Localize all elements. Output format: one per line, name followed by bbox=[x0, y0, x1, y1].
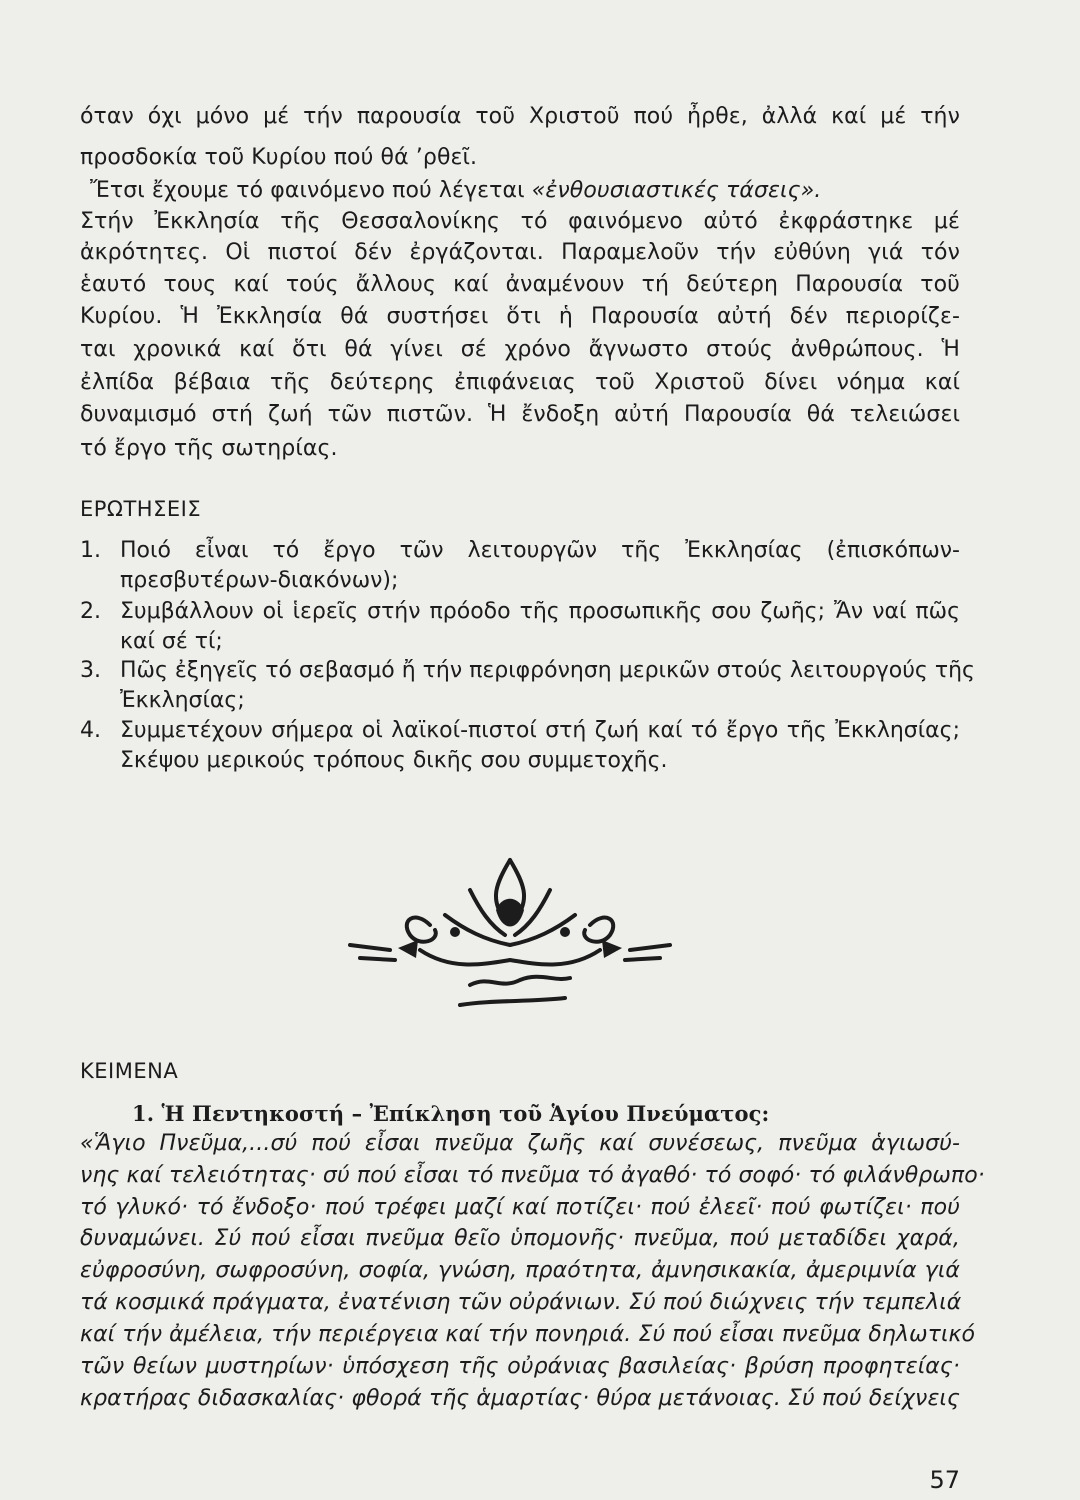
question-line: πρεσβυτέρων-διακόνων); bbox=[120, 568, 399, 593]
question-line: Ἐκκλησίας; bbox=[120, 688, 245, 713]
question-number: 3. bbox=[80, 658, 101, 683]
question-number: 2. bbox=[80, 599, 101, 624]
text-line: καί τήν ἀμέλεια, τήν περιέργεια καί τήν πονηριά. Σύ πού εἶσαι πνεῦμα δηλωτικό bbox=[80, 1322, 976, 1347]
floral-ornament-icon bbox=[320, 840, 700, 1040]
body-line: Στήν Ἐκκλησία τῆς Θεσσαλονίκης τό φαινόμενο αὐτό ἐκφράστηκε μέ bbox=[80, 209, 960, 234]
question-line: Ποιό εἶναι τό ἔργο τῶν λειτουργῶν τῆς Ἐκκλησίας (ἐπισκόπων- bbox=[120, 538, 960, 563]
text-line: δυναμώνει. Σύ πού εἶσαι πνεῦμα θεῖο ὑπομονῆς· πνεῦμα, πού μεταδίδει χαρά, bbox=[80, 1226, 960, 1251]
question-line: Συμμετέχουν σήμερα οἱ λαϊκοί-πιστοί στή ζωή καί τό ἔργο τῆς Ἐκκλησίας; bbox=[120, 718, 960, 743]
question-line: Σκέψου μερικούς τρόπους δικῆς σου συμμετοχῆς. bbox=[120, 748, 668, 773]
page-number: 57 bbox=[929, 1466, 960, 1494]
body-line: όταν όχι μόνο μέ τήν παρουσία τοῦ Χριστοῦ πού ἦρθε, ἀλλά καί μέ τήν bbox=[80, 104, 960, 129]
body-line-text: Ἔτσι ἔχουμε τό φαινόμενο πού λέγεται bbox=[90, 178, 525, 203]
body-line-quote: «ἐνθουσιαστικές τάσεις». bbox=[531, 178, 822, 203]
body-line: δυναμισμό στή ζωή τῶν πιστῶν. Ἡ ἔνδοξη αὐτή Παρουσία θά τελειώσει bbox=[80, 402, 960, 427]
question-line: Συμβάλλουν οἱ ἱερεῖς στήν πρόοδο τῆς προσωπικῆς σου ζωῆς; Ἄν ναί πῶς bbox=[120, 599, 960, 624]
text-line: τά κοσμικά πράγματα, ἐνατένιση τῶν οὐράνιων. Σύ πού διώχνεις τήν τεμπελιά bbox=[80, 1290, 962, 1315]
text-line: τό γλυκό· τό ἔνδοξο· πού τρέφει μαζί καί ποτίζει· πού ἐλεεῖ· πού φωτίζει· πού bbox=[80, 1195, 960, 1220]
text-line: τῶν θείων μυστηρίων· ὑπόσχεση τῆς οὐράνιας βασιλείας· βρύση προφητείας· bbox=[80, 1354, 960, 1379]
question-line: καί σέ τί; bbox=[120, 629, 223, 654]
body-line: ἑαυτό τους καί τούς ἄλλους καί ἀναμένουν τή δεύτερη Παρουσία τοῦ bbox=[80, 272, 960, 297]
body-line: Κυρίου. Ἡ Ἐκκλησία θά συστήσει ὅτι ἡ Παρουσία αὐτή δέν περιορίζε- bbox=[80, 304, 960, 329]
text-line: κρατήρας διδασκαλίας· φθορά τῆς ἁμαρτίας· θύρα μετάνοιας. Σύ πού δείχνεις bbox=[80, 1386, 960, 1411]
text-line: εὐφροσύνη, σωφροσύνη, σοφία, γνώση, πραότητα, ἀμνησικακία, ἀμεριμνία γιά bbox=[80, 1258, 960, 1283]
text-line: «Ἅγιο Πνεῦμα,...σύ πού εἶσαι πνεῦμα ζωῆς καί συνέσεως, πνεῦμα ἁγιωσύ- bbox=[80, 1131, 960, 1156]
body-line: προσδοκία τοῦ Κυρίου πού θά ’ρθεῖ. bbox=[80, 145, 478, 170]
question-line: Πῶς ἐξηγεῖς τό σεβασμό ἤ τήν περιφρόνηση μερικῶν στούς λειτουργούς τῆς bbox=[120, 658, 975, 683]
body-line: ἐλπίδα βέβαια τῆς δεύτερης ἐπιφάνειας τοῦ Χριστοῦ δίνει νόημα καί bbox=[80, 370, 960, 395]
body-line: ἀκρότητες. Οἱ πιστοί δέν ἐργάζονται. Παραμελοῦν τήν εὐθύνη γιά τόν bbox=[80, 240, 960, 265]
texts-heading: ΚΕΙΜΕΝΑ bbox=[80, 1059, 179, 1083]
body-line: ται χρονικά καί ὅτι θά γίνει σέ χρόνο ἄγνωστο στούς ἀνθρώπους. Ἡ bbox=[80, 337, 960, 362]
texts-subheading: 1. Ἡ Πεντηκοστή – Ἐπίκληση τοῦ Ἁγίου Πνεύματος: bbox=[132, 1101, 770, 1126]
questions-heading: ΕΡΩΤΗΣΕΙΣ bbox=[80, 497, 202, 521]
body-line bbox=[80, 176, 960, 206]
text-line: νης καί τελειότητας· σύ πού εἶσαι τό πνεῦμα τό ἀγαθό· τό σοφό· τό φιλάνθρωπο· bbox=[80, 1163, 985, 1188]
question-number: 1. bbox=[80, 538, 101, 563]
body-line: τό ἔργο τῆς σωτηρίας. bbox=[80, 436, 338, 461]
question-number: 4. bbox=[80, 718, 101, 743]
